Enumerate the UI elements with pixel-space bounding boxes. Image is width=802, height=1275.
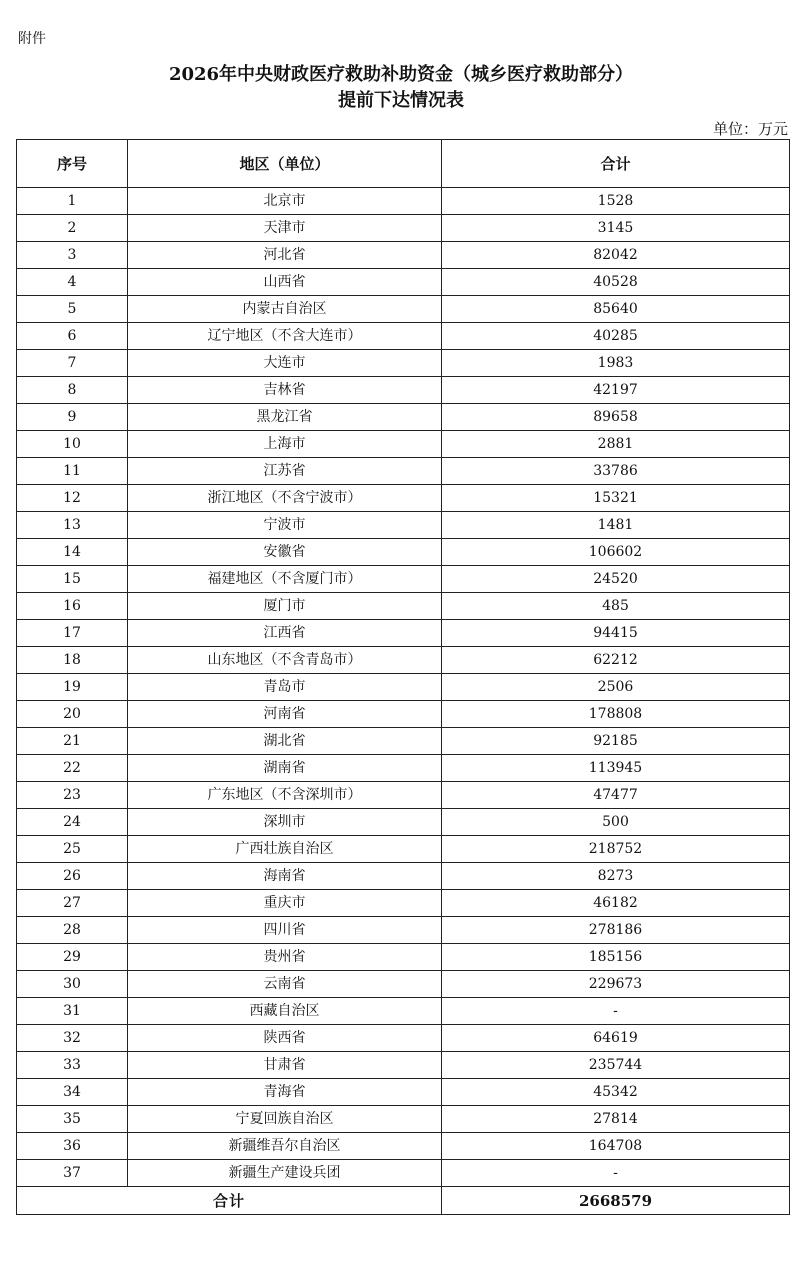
row-number: 10 bbox=[17, 431, 128, 458]
row-value: 62212 bbox=[442, 647, 790, 674]
row-region: 大连市 bbox=[128, 350, 442, 377]
row-number: 28 bbox=[17, 917, 128, 944]
row-value: 106602 bbox=[442, 539, 790, 566]
attachment-label: 附件 bbox=[18, 31, 46, 47]
row-value: - bbox=[442, 1160, 790, 1187]
row-number: 29 bbox=[17, 944, 128, 971]
table-row bbox=[17, 1106, 790, 1133]
row-number: 12 bbox=[17, 485, 128, 512]
row-number: 22 bbox=[17, 755, 128, 782]
row-region: 河南省 bbox=[128, 701, 442, 728]
row-region: 青海省 bbox=[128, 1079, 442, 1106]
row-number: 30 bbox=[17, 971, 128, 998]
header-region: 地区（单位） bbox=[128, 140, 442, 188]
row-number: 2 bbox=[17, 215, 128, 242]
table-row bbox=[17, 782, 790, 809]
table-row bbox=[17, 512, 790, 539]
row-region: 上海市 bbox=[128, 431, 442, 458]
row-number: 20 bbox=[17, 701, 128, 728]
row-number: 6 bbox=[17, 323, 128, 350]
row-number: 37 bbox=[17, 1160, 128, 1187]
row-number: 9 bbox=[17, 404, 128, 431]
row-value: 89658 bbox=[442, 404, 790, 431]
row-region: 北京市 bbox=[128, 188, 442, 215]
total-row bbox=[17, 1187, 790, 1215]
row-region: 青岛市 bbox=[128, 674, 442, 701]
table-row bbox=[17, 998, 790, 1025]
row-number: 14 bbox=[17, 539, 128, 566]
table-row bbox=[17, 323, 790, 350]
row-value: 82042 bbox=[442, 242, 790, 269]
row-number: 8 bbox=[17, 377, 128, 404]
table-row bbox=[17, 836, 790, 863]
row-region: 甘肃省 bbox=[128, 1052, 442, 1079]
row-number: 1 bbox=[17, 188, 128, 215]
row-region: 山西省 bbox=[128, 269, 442, 296]
row-region: 海南省 bbox=[128, 863, 442, 890]
row-region: 西藏自治区 bbox=[128, 998, 442, 1025]
table-row bbox=[17, 647, 790, 674]
row-region: 云南省 bbox=[128, 971, 442, 998]
row-number: 5 bbox=[17, 296, 128, 323]
header-total: 合计 bbox=[442, 140, 790, 188]
row-value: 33786 bbox=[442, 458, 790, 485]
row-value: 218752 bbox=[442, 836, 790, 863]
row-region: 山东地区（不含青岛市） bbox=[128, 647, 442, 674]
row-value: 15321 bbox=[442, 485, 790, 512]
row-value: 40285 bbox=[442, 323, 790, 350]
row-value: 113945 bbox=[442, 755, 790, 782]
table-row bbox=[17, 593, 790, 620]
row-region: 贵州省 bbox=[128, 944, 442, 971]
row-region: 辽宁地区（不含大连市） bbox=[128, 323, 442, 350]
row-number: 33 bbox=[17, 1052, 128, 1079]
row-value: 178808 bbox=[442, 701, 790, 728]
row-value: - bbox=[442, 998, 790, 1025]
row-region: 江苏省 bbox=[128, 458, 442, 485]
row-region: 厦门市 bbox=[128, 593, 442, 620]
table-row bbox=[17, 1052, 790, 1079]
table-row bbox=[17, 566, 790, 593]
table-row bbox=[17, 215, 790, 242]
row-number: 23 bbox=[17, 782, 128, 809]
table-row bbox=[17, 809, 790, 836]
table-row bbox=[17, 377, 790, 404]
row-region: 福建地区（不含厦门市） bbox=[128, 566, 442, 593]
row-number: 27 bbox=[17, 890, 128, 917]
row-number: 24 bbox=[17, 809, 128, 836]
row-region: 内蒙古自治区 bbox=[128, 296, 442, 323]
row-value: 45342 bbox=[442, 1079, 790, 1106]
row-value: 229673 bbox=[442, 971, 790, 998]
table-row bbox=[17, 890, 790, 917]
table-row bbox=[17, 620, 790, 647]
row-value: 24520 bbox=[442, 566, 790, 593]
header-no: 序号 bbox=[17, 140, 128, 188]
row-region: 四川省 bbox=[128, 917, 442, 944]
row-region: 广东地区（不含深圳市） bbox=[128, 782, 442, 809]
row-number: 34 bbox=[17, 1079, 128, 1106]
row-value: 92185 bbox=[442, 728, 790, 755]
row-region: 宁波市 bbox=[128, 512, 442, 539]
table-row bbox=[17, 242, 790, 269]
row-value: 485 bbox=[442, 593, 790, 620]
row-region: 新疆生产建设兵团 bbox=[128, 1160, 442, 1187]
row-region: 新疆维吾尔自治区 bbox=[128, 1133, 442, 1160]
row-number: 7 bbox=[17, 350, 128, 377]
total-value: 2668579 bbox=[442, 1187, 790, 1215]
table-row bbox=[17, 269, 790, 296]
row-number: 17 bbox=[17, 620, 128, 647]
row-value: 8273 bbox=[442, 863, 790, 890]
table-row bbox=[17, 728, 790, 755]
row-region: 安徽省 bbox=[128, 539, 442, 566]
row-region: 吉林省 bbox=[128, 377, 442, 404]
table-row bbox=[17, 485, 790, 512]
row-number: 25 bbox=[17, 836, 128, 863]
table-row bbox=[17, 971, 790, 998]
row-region: 重庆市 bbox=[128, 890, 442, 917]
row-number: 13 bbox=[17, 512, 128, 539]
row-number: 21 bbox=[17, 728, 128, 755]
row-number: 3 bbox=[17, 242, 128, 269]
row-number: 16 bbox=[17, 593, 128, 620]
table-row bbox=[17, 404, 790, 431]
table-row bbox=[17, 350, 790, 377]
row-value: 164708 bbox=[442, 1133, 790, 1160]
row-region: 陕西省 bbox=[128, 1025, 442, 1052]
table-row bbox=[17, 701, 790, 728]
row-value: 46182 bbox=[442, 890, 790, 917]
row-value: 1983 bbox=[442, 350, 790, 377]
row-value: 500 bbox=[442, 809, 790, 836]
table-row bbox=[17, 1133, 790, 1160]
table-row bbox=[17, 539, 790, 566]
table-header-row bbox=[17, 140, 790, 188]
allocation-table bbox=[16, 139, 790, 1215]
row-number: 26 bbox=[17, 863, 128, 890]
row-value: 1481 bbox=[442, 512, 790, 539]
row-number: 35 bbox=[17, 1106, 128, 1133]
row-value: 64619 bbox=[442, 1025, 790, 1052]
table-row bbox=[17, 188, 790, 215]
row-number: 15 bbox=[17, 566, 128, 593]
row-number: 31 bbox=[17, 998, 128, 1025]
row-value: 3145 bbox=[442, 215, 790, 242]
document-title: 2026年中央财政医疗救助补助资金（城乡医疗救助部分） bbox=[168, 64, 634, 85]
row-value: 94415 bbox=[442, 620, 790, 647]
table-row bbox=[17, 674, 790, 701]
row-region: 宁夏回族自治区 bbox=[128, 1106, 442, 1133]
row-value: 85640 bbox=[442, 296, 790, 323]
table-row bbox=[17, 1025, 790, 1052]
row-value: 278186 bbox=[442, 917, 790, 944]
row-value: 2506 bbox=[442, 674, 790, 701]
row-value: 1528 bbox=[442, 188, 790, 215]
row-region: 湖南省 bbox=[128, 755, 442, 782]
row-value: 47477 bbox=[442, 782, 790, 809]
row-number: 18 bbox=[17, 647, 128, 674]
row-number: 4 bbox=[17, 269, 128, 296]
row-region: 湖北省 bbox=[128, 728, 442, 755]
row-number: 36 bbox=[17, 1133, 128, 1160]
table-row bbox=[17, 863, 790, 890]
row-region: 深圳市 bbox=[128, 809, 442, 836]
row-value: 2881 bbox=[442, 431, 790, 458]
row-value: 235744 bbox=[442, 1052, 790, 1079]
table-row bbox=[17, 458, 790, 485]
row-region: 广西壮族自治区 bbox=[128, 836, 442, 863]
row-region: 河北省 bbox=[128, 242, 442, 269]
row-region: 江西省 bbox=[128, 620, 442, 647]
table-row bbox=[17, 1160, 790, 1187]
row-number: 19 bbox=[17, 674, 128, 701]
row-value: 185156 bbox=[442, 944, 790, 971]
row-value: 42197 bbox=[442, 377, 790, 404]
unit-label: 单位：万元 bbox=[712, 120, 788, 138]
table-row bbox=[17, 1079, 790, 1106]
row-value: 27814 bbox=[442, 1106, 790, 1133]
row-region: 天津市 bbox=[128, 215, 442, 242]
row-number: 32 bbox=[17, 1025, 128, 1052]
total-label: 合计 bbox=[17, 1187, 442, 1215]
table-row bbox=[17, 431, 790, 458]
row-region: 黑龙江省 bbox=[128, 404, 442, 431]
table-body bbox=[17, 188, 790, 1187]
document-subtitle: 提前下达情况表 bbox=[338, 90, 464, 111]
row-region: 浙江地区（不含宁波市） bbox=[128, 485, 442, 512]
table-row bbox=[17, 296, 790, 323]
table-row bbox=[17, 755, 790, 782]
table-row bbox=[17, 944, 790, 971]
row-value: 40528 bbox=[442, 269, 790, 296]
table-row bbox=[17, 917, 790, 944]
row-number: 11 bbox=[17, 458, 128, 485]
